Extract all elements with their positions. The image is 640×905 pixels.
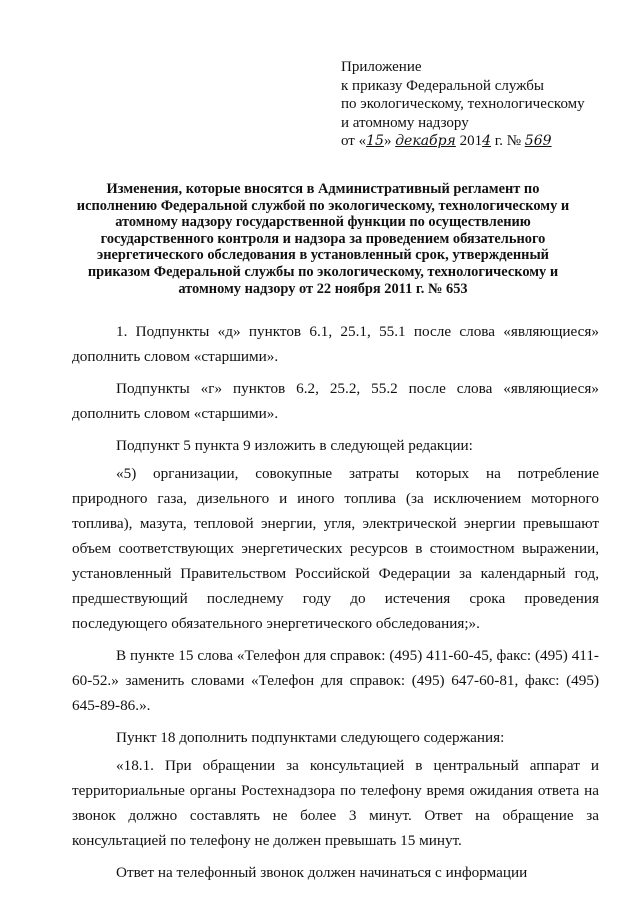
document-title: Изменения, которые вносятся в Административный регламент по исполнению Федеральной службой по экологическому, технологическому и атомному надзору государственной функции по осуществлению государственного контроля и надзора за проведением обязательного энергетического обследования в установленный срок, утвержденный приказом Федеральной службы по экологическому, технологическому и атомному надзору от 22 ноября 2011 г. № 653 <box>76 181 570 297</box>
paragraph-3: Подпункт 5 пункта 9 изложить в следующей редакции: <box>116 437 473 454</box>
date-prefix: от « <box>341 133 367 149</box>
paragraph-4: «5) организации, совокупные затраты которых на потребление природного газа, дизельного и иного топлива (за исключением моторного топлива), мазута, тепловой энергии, угля, электрической энергии превышают объем соответствующих энергетических ресурсов в стоимостном выражении, установленный Правительством Российской Федерации за календарный год, предшествующий последнему году до истечения срока проведения последующего обязательного энергетического обследования;». <box>72 465 599 632</box>
paragraph-2: Подпункты «г» пунктов 6.2, 25.2, 55.2 после слова «являющиеся» дополнить словом «старшими». <box>72 380 599 422</box>
handwritten-month: декабря <box>395 133 456 149</box>
date-separator: » <box>383 133 396 149</box>
appendix-label: Приложение <box>341 59 422 75</box>
paragraph-6: Пункт 18 дополнить подпунктами следующего содержания: <box>116 729 505 746</box>
appendix-order-line: к приказу Федеральной службы <box>341 77 545 94</box>
appendix-agency-line: по экологическому, технологическому <box>341 96 585 112</box>
handwritten-day: 15 <box>366 133 384 149</box>
handwritten-order-number: 569 <box>524 133 552 149</box>
paragraph-8: Ответ на телефонный звонок должен начинаться с информации <box>116 864 528 881</box>
year-prefix: 201 <box>455 133 483 149</box>
appendix-header <box>341 58 585 151</box>
appendix-agency-line-2: и атомному надзору <box>341 114 469 131</box>
handwritten-year-digit: 4 <box>482 133 492 149</box>
paragraph-5: В пункте 15 слова «Телефон для справок: (495) 411-60-45, факс: (495) 411-60-52.» заменить словами «Телефон для справок: (495) 647-60-81, факс: (495) 645-89-86.». <box>72 647 599 714</box>
appendix-date-line <box>341 132 585 151</box>
document-body <box>72 319 599 892</box>
paragraph-1: 1. Подпункты «д» пунктов 6.1, 25.1, 55.1 после слова «являющиеся» дополнить словом «старшими». <box>72 323 599 365</box>
paragraph-7: «18.1. При обращении за консультацией в центральный аппарат и территориальные органы Ростехнадзора по телефону время ожидания ответа на звонок должно составлять не более 3 минут. Ответ на обращение за консультацией по телефону не должен превышать 15 минут. <box>72 757 599 849</box>
year-suffix: г. № <box>491 133 525 149</box>
